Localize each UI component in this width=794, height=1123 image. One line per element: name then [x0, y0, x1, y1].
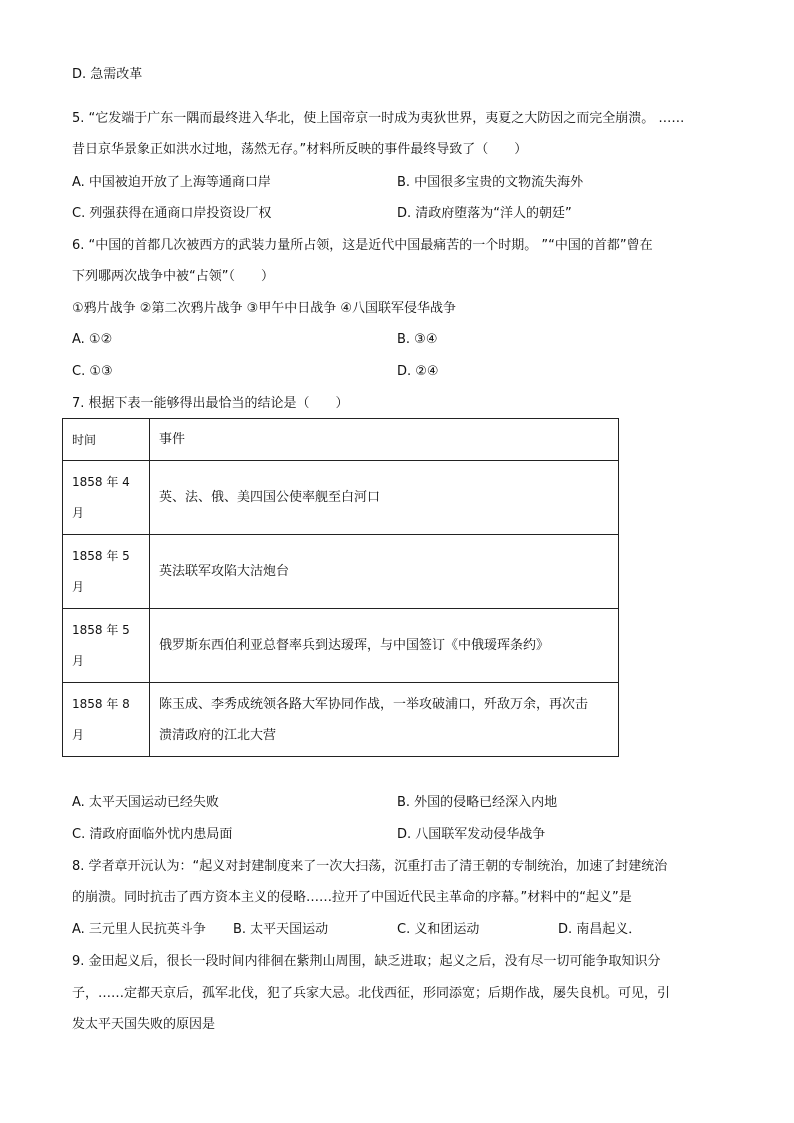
q6-stem-line1: 6. “中国的首都几次被西方的武装力量所占领，这是近代中国最痛苦的一个时期。 ”“中国的首都”曾在 [72, 238, 653, 253]
q5-option-c[interactable]: C. 列强获得在通商口岸投资设厂权 [72, 206, 272, 221]
table-row [63, 535, 619, 609]
q8-option-b[interactable]: B. 太平天国运动 [233, 922, 329, 937]
q6-option-d[interactable]: D. ②④ [397, 364, 439, 379]
q7-option-b[interactable]: B. 外国的侵略已经深入内地 [397, 795, 558, 810]
q5-stem-line2: 昔日京华景象正如洪水过地，荡然无存。”材料所反映的事件最终导致了（ ） [72, 142, 528, 157]
q6-items: ①鸦片战争 ②第二次鸦片战争 ③甲午中日战争 ④八国联军侵华战争 [72, 301, 457, 316]
q7-events-table [62, 418, 619, 757]
q9-stem-line3: 发太平天国失败的原因是 [72, 1017, 216, 1032]
row-time: 1858 年 5 月 [63, 535, 150, 609]
q7-option-a[interactable]: A. 太平天国运动已经失败 [72, 795, 219, 810]
q6-stem-line2: 下列哪两次战争中被“占领”（ ） [72, 269, 274, 284]
q5-option-b[interactable]: B. 中国很多宝贵的文物流失海外 [397, 175, 584, 190]
q9-stem-line2: 子，……定都天京后，孤军北伐，犯了兵家大忌。北伐西征，形同添宽；后期作战，屡失良机。可见，引 [72, 986, 671, 1001]
q8-option-a[interactable]: A. 三元里人民抗英斗争 [72, 922, 206, 937]
row-time: 1858 年 4 月 [63, 461, 150, 535]
q4-option-d: D. 急需改革 [72, 67, 143, 82]
table-row [63, 609, 619, 683]
q7-option-c[interactable]: C. 清政府面临外忧内患局面 [72, 827, 233, 842]
q5-option-d[interactable]: D. 清政府堕落为“洋人的朝廷” [397, 206, 572, 221]
q8-stem-line2: 的崩溃。同时抗击了西方资本主义的侵略……拉开了中国近代民主革命的序幕。”材料中的“起义”是 [72, 890, 632, 905]
q9-stem-line1: 9. 金田起义后，很长一段时间内徘徊在紫荆山周围，缺乏进取；起义之后，没有尽一切可能争取知识分 [72, 954, 661, 969]
row-time: 1858 年 8 月 [63, 683, 150, 757]
row-event: 英、法、俄、美四国公使率舰至白河口 [150, 461, 619, 535]
q5-option-a[interactable]: A. 中国被迫开放了上海等通商口岸 [72, 175, 271, 190]
q8-stem-line1: 8. 学者章开沅认为：“起义对封建制度来了一次大扫荡，沉重打击了清王朝的专制统治，加速了封建统治 [72, 859, 668, 874]
row-event: 陈玉成、李秀成统领各路大军协同作战，一举攻破浦口，歼敌万余，再次击 溃清政府的江北大营 [150, 683, 619, 757]
q8-option-c[interactable]: C. 义和团运动 [397, 922, 480, 937]
table-header-row [63, 419, 619, 461]
row-event: 英法联军攻陷大沽炮台 [150, 535, 619, 609]
q7-stem: 7. 根据下表一能够得出最恰当的结论是（ ） [72, 396, 349, 411]
header-time: 时间 [63, 419, 150, 461]
table-row [63, 461, 619, 535]
q6-option-c[interactable]: C. ①③ [72, 364, 113, 379]
q6-option-a[interactable]: A. ①② [72, 332, 113, 347]
row-event: 俄罗斯东西伯利亚总督率兵到达瑷珲，与中国签订《中俄瑷珲条约》 [150, 609, 619, 683]
header-event: 事件 [150, 419, 619, 461]
q5-stem-line1: 5. “它发端于广东一隅而最终进入华北，使上国帝京一时成为夷狄世界，夷夏之大防因之而完全崩溃。 …… [72, 111, 685, 126]
row-time: 1858 年 5 月 [63, 609, 150, 683]
q7-option-d[interactable]: D. 八国联军发动侵华战争 [397, 827, 546, 842]
q6-option-b[interactable]: B. ③④ [397, 332, 438, 347]
table-row [63, 683, 619, 757]
q8-option-d[interactable]: D. 南昌起义． [558, 922, 642, 937]
